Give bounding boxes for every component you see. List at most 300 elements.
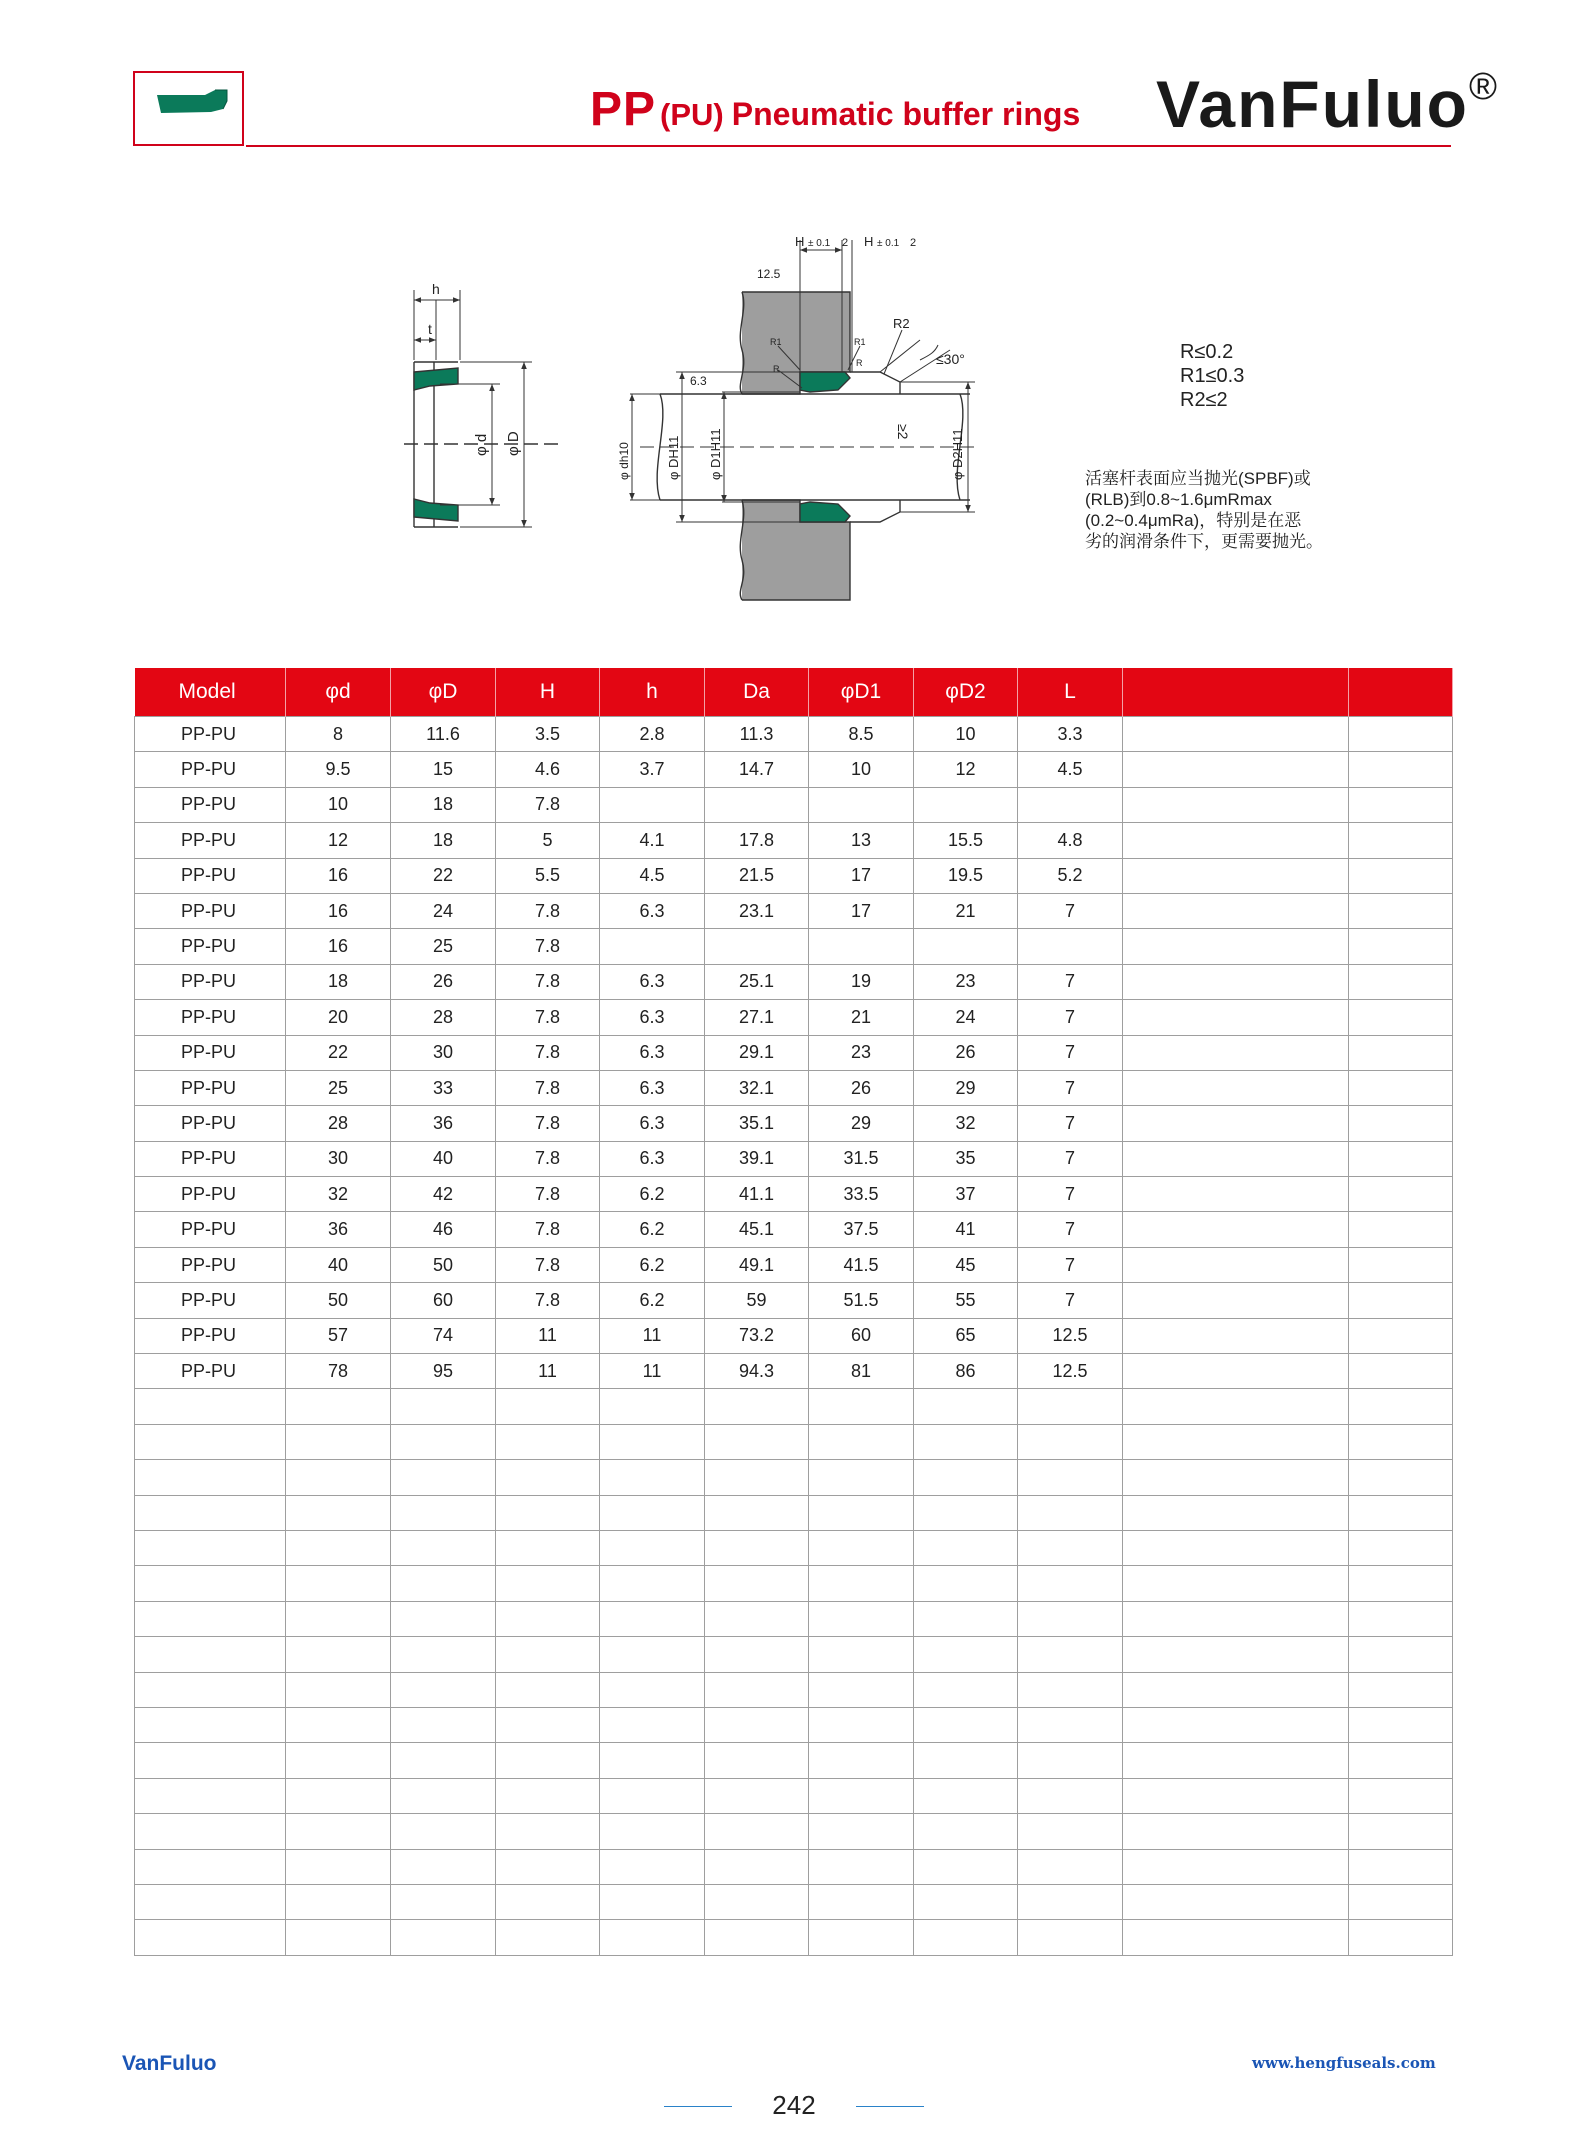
table-row-empty	[135, 1849, 1453, 1884]
footer-website-link[interactable]: www.hengfuseals.com	[1252, 2054, 1436, 2072]
table-cell: PP-PU	[135, 1141, 286, 1176]
table-cell	[1349, 752, 1453, 787]
table-cell: 7.8	[496, 929, 600, 964]
table-cell	[1349, 717, 1453, 752]
table-cell	[1018, 787, 1123, 822]
column-header: h	[600, 668, 705, 717]
table-cell	[914, 1601, 1018, 1636]
table-cell: 33	[391, 1070, 496, 1105]
table-cell	[1018, 1495, 1123, 1530]
note-line: 活塞杆表面应当抛光(SPBF)或	[1085, 469, 1311, 488]
table-cell: PP-PU	[135, 717, 286, 752]
table-cell	[496, 1530, 600, 1565]
table-row	[135, 823, 1453, 858]
table-cell: 4.5	[1018, 752, 1123, 787]
table-cell: 2.8	[600, 717, 705, 752]
table-cell	[286, 1814, 391, 1849]
table-cell	[286, 1672, 391, 1707]
table-row	[135, 787, 1453, 822]
table-cell	[600, 1707, 705, 1742]
table-cell	[600, 1920, 705, 1955]
table-cell	[1018, 1884, 1123, 1919]
radius-r2-label: R2	[893, 316, 910, 331]
dim-H2-tolerance: ± 0.1	[877, 238, 900, 249]
table-cell: 19.5	[914, 858, 1018, 893]
table-cell	[391, 1566, 496, 1601]
table-cell: 40	[286, 1247, 391, 1282]
table-cell: 22	[286, 1035, 391, 1070]
column-header	[1349, 668, 1453, 717]
table-cell: 7.8	[496, 1106, 600, 1141]
table-cell	[1349, 1212, 1453, 1247]
table-cell	[1123, 1778, 1349, 1813]
table-cell: 11.6	[391, 717, 496, 752]
table-cell	[391, 1778, 496, 1813]
table-cell	[391, 1849, 496, 1884]
table-row-empty	[135, 1601, 1453, 1636]
table-row-empty	[135, 1707, 1453, 1742]
chamfer-label: ≥2	[895, 424, 911, 440]
table-cell	[1123, 1920, 1349, 1955]
table-cell: 13	[809, 823, 914, 858]
table-cell	[705, 1566, 809, 1601]
table-cell	[496, 1778, 600, 1813]
table-cell: 45.1	[705, 1212, 809, 1247]
table-cell: 19	[809, 964, 914, 999]
table-cell	[914, 1637, 1018, 1672]
table-cell: 11	[600, 1354, 705, 1389]
table-cell: 7.8	[496, 1000, 600, 1035]
table-cell	[1349, 929, 1453, 964]
table-cell: 60	[391, 1283, 496, 1318]
table-cell	[705, 1424, 809, 1459]
table-cell	[600, 1424, 705, 1459]
table-cell: 32.1	[705, 1070, 809, 1105]
table-cell	[1349, 1566, 1453, 1601]
table-cell: 42	[391, 1177, 496, 1212]
column-header	[1123, 668, 1349, 717]
table-cell	[135, 1495, 286, 1530]
table-cell: 20	[286, 1000, 391, 1035]
table-cell: 30	[391, 1035, 496, 1070]
table-row	[135, 717, 1453, 752]
table-cell: 6.3	[600, 964, 705, 999]
table-cell: 12.5	[1018, 1354, 1123, 1389]
table-cell	[600, 1814, 705, 1849]
table-cell	[1349, 1354, 1453, 1389]
table-cell: 22	[391, 858, 496, 893]
table-cell: 21.5	[705, 858, 809, 893]
table-cell	[1349, 1035, 1453, 1070]
title-pp: PP	[590, 83, 657, 136]
table-cell	[914, 1743, 1018, 1778]
table-cell: 23	[914, 964, 1018, 999]
spec-r1: R1≤0.3	[1180, 365, 1245, 387]
table-cell	[1123, 893, 1349, 928]
table-cell	[809, 1460, 914, 1495]
table-cell	[1018, 1460, 1123, 1495]
table-cell: 3.3	[1018, 717, 1123, 752]
table-cell: 7	[1018, 1177, 1123, 1212]
table-cell	[391, 1495, 496, 1530]
table-row-empty	[135, 1637, 1453, 1672]
table-row	[135, 929, 1453, 964]
note-line: (RLB)到0.8~1.6μmRmax	[1085, 490, 1272, 509]
table-cell	[914, 1849, 1018, 1884]
dim-DH11-label: φ DH11	[666, 435, 681, 480]
table-cell	[600, 1601, 705, 1636]
table-cell	[600, 1743, 705, 1778]
table-cell: 12	[914, 752, 1018, 787]
table-cell: 7.8	[496, 1070, 600, 1105]
table-cell	[135, 1672, 286, 1707]
table-cell	[1123, 858, 1349, 893]
table-cell: 11	[496, 1354, 600, 1389]
table-cell: 7.8	[496, 1247, 600, 1282]
table-cell: 4.8	[1018, 823, 1123, 858]
table-row	[135, 1106, 1453, 1141]
table-cell	[1123, 717, 1349, 752]
table-cell: 28	[391, 1000, 496, 1035]
table-cell: PP-PU	[135, 1106, 286, 1141]
table-cell: 26	[914, 1035, 1018, 1070]
table-cell: 40	[391, 1141, 496, 1176]
table-cell	[914, 929, 1018, 964]
table-row	[135, 1141, 1453, 1176]
table-cell: PP-PU	[135, 1212, 286, 1247]
table-cell: 41.1	[705, 1177, 809, 1212]
table-cell	[1123, 964, 1349, 999]
table-cell	[1349, 1070, 1453, 1105]
table-cell	[705, 1637, 809, 1672]
table-header-row	[135, 668, 1453, 717]
table-row-empty	[135, 1460, 1453, 1495]
table-cell	[1018, 929, 1123, 964]
table-cell: 7.8	[496, 964, 600, 999]
table-row-empty	[135, 1495, 1453, 1530]
table-cell	[135, 1849, 286, 1884]
table-cell: PP-PU	[135, 1318, 286, 1353]
table-cell: 57	[286, 1318, 391, 1353]
table-cell: 39.1	[705, 1141, 809, 1176]
table-cell	[496, 1637, 600, 1672]
table-cell: PP-PU	[135, 752, 286, 787]
table-cell: 86	[914, 1354, 1018, 1389]
table-cell	[1018, 1849, 1123, 1884]
table-cell	[391, 1707, 496, 1742]
column-header: φD1	[809, 668, 914, 717]
table-cell	[1349, 1601, 1453, 1636]
table-cell: 5.2	[1018, 858, 1123, 893]
table-cell: PP-PU	[135, 787, 286, 822]
table-cell	[705, 1884, 809, 1919]
table-cell: 15.5	[914, 823, 1018, 858]
table-cell	[809, 929, 914, 964]
table-cell	[391, 1743, 496, 1778]
dim-D1H11-label: φ D1H11	[708, 428, 723, 480]
table-cell: 59	[705, 1283, 809, 1318]
table-cell	[705, 1743, 809, 1778]
table-cell	[1123, 1000, 1349, 1035]
table-cell: 17.8	[705, 823, 809, 858]
table-cell	[286, 1601, 391, 1636]
surface-finish-note	[1085, 468, 1375, 552]
table-cell: 16	[286, 893, 391, 928]
table-cell	[600, 1566, 705, 1601]
table-cell	[1349, 1495, 1453, 1530]
table-cell	[705, 1707, 809, 1742]
table-cell: PP-PU	[135, 1283, 286, 1318]
table-cell	[135, 1566, 286, 1601]
installation-view	[630, 240, 980, 600]
table-cell	[135, 1707, 286, 1742]
table-cell: PP-PU	[135, 1247, 286, 1282]
table-cell: 24	[914, 1000, 1018, 1035]
table-cell: 37.5	[809, 1212, 914, 1247]
table-cell: 6.3	[600, 1000, 705, 1035]
spec-r: R≤0.2	[1180, 341, 1234, 363]
table-cell	[1123, 1070, 1349, 1105]
table-cell: 35.1	[705, 1106, 809, 1141]
table-cell: PP-PU	[135, 823, 286, 858]
title-pu: (PU)	[660, 97, 724, 132]
table-row	[135, 1177, 1453, 1212]
table-cell	[1349, 1460, 1453, 1495]
table-cell	[809, 1884, 914, 1919]
table-cell: 35	[914, 1141, 1018, 1176]
table-cell	[286, 1743, 391, 1778]
radius-r1-label: R1	[770, 337, 782, 347]
table-row	[135, 858, 1453, 893]
table-cell: PP-PU	[135, 1070, 286, 1105]
table-cell	[286, 1920, 391, 1955]
radius-spec-list	[1180, 340, 1244, 412]
table-cell	[1018, 1778, 1123, 1813]
table-cell	[496, 1849, 600, 1884]
dim-H-tolerance: ± 0.1	[808, 238, 831, 249]
brand-name: VanFuluo	[1156, 67, 1469, 141]
table-cell	[1123, 1106, 1349, 1141]
table-cell	[1123, 1283, 1349, 1318]
dimensions-table	[134, 668, 1453, 1956]
table-cell	[286, 1530, 391, 1565]
table-row	[135, 1354, 1453, 1389]
table-cell	[1349, 1849, 1453, 1884]
table-cell	[1349, 1247, 1453, 1282]
page-number: 242	[772, 2090, 816, 2120]
dim-H-label: H	[795, 234, 805, 249]
table-cell	[1018, 1814, 1123, 1849]
table-cell	[809, 787, 914, 822]
table-cell: 6.2	[600, 1177, 705, 1212]
table-cell	[1018, 1707, 1123, 1742]
table-cell	[1349, 1884, 1453, 1919]
table-cell	[496, 1672, 600, 1707]
table-cell	[391, 1672, 496, 1707]
table-row-empty	[135, 1778, 1453, 1813]
table-cell	[1123, 1141, 1349, 1176]
column-header: Da	[705, 668, 809, 717]
table-cell	[1123, 1354, 1349, 1389]
column-header: φd	[286, 668, 391, 717]
table-cell: 51.5	[809, 1283, 914, 1318]
table-cell: 6.3	[600, 893, 705, 928]
table-cell: 11	[600, 1318, 705, 1353]
table-cell	[1123, 1814, 1349, 1849]
table-cell: 4.1	[600, 823, 705, 858]
table-cell	[914, 1495, 1018, 1530]
table-cell	[1018, 1672, 1123, 1707]
table-cell: 6.2	[600, 1247, 705, 1282]
table-cell	[809, 1424, 914, 1459]
table-cell: PP-PU	[135, 1354, 286, 1389]
column-header: Model	[135, 668, 286, 717]
table-cell: 28	[286, 1106, 391, 1141]
dim-d-label: φ d	[473, 433, 490, 456]
table-cell	[809, 1601, 914, 1636]
table-cell	[1123, 1495, 1349, 1530]
table-cell	[914, 1424, 1018, 1459]
table-cell: 33.5	[809, 1177, 914, 1212]
table-cell: 3.5	[496, 717, 600, 752]
table-cell	[391, 1389, 496, 1424]
table-row-empty	[135, 1814, 1453, 1849]
table-cell	[914, 1884, 1018, 1919]
table-cell: PP-PU	[135, 1000, 286, 1035]
table-cell	[809, 1743, 914, 1778]
footer-brand: VanFuluo	[122, 2052, 217, 2075]
dim-H2-label: H	[864, 234, 874, 249]
table-cell	[809, 1530, 914, 1565]
table-row-empty	[135, 1389, 1453, 1424]
table-cell	[496, 1884, 600, 1919]
radius-r1-label-b: R1	[854, 337, 866, 347]
table-cell	[286, 1566, 391, 1601]
note-line: (0.2~0.4μmRa)，特别是在恶	[1085, 511, 1302, 530]
table-cell	[809, 1920, 914, 1955]
table-cell	[914, 1920, 1018, 1955]
dim-dh10-label: φ dh10	[617, 442, 631, 480]
table-cell	[1349, 1920, 1453, 1955]
table-cell: 7.8	[496, 1141, 600, 1176]
table-cell: 81	[809, 1354, 914, 1389]
table-cell	[1349, 1707, 1453, 1742]
table-row-empty	[135, 1884, 1453, 1919]
table-cell: 25	[286, 1070, 391, 1105]
table-cell: 7.8	[496, 1212, 600, 1247]
table-cell: 18	[391, 823, 496, 858]
table-cell: 7	[1018, 964, 1123, 999]
table-cell	[496, 1495, 600, 1530]
dim-t-label: t	[428, 321, 432, 337]
column-header: φD2	[914, 668, 1018, 717]
roughness-6-3: 6.3	[690, 374, 707, 388]
table-cell: 25.1	[705, 964, 809, 999]
dim-D2H11-label: φ D2H11	[950, 428, 965, 480]
table-cell	[1123, 929, 1349, 964]
table-row	[135, 1283, 1453, 1318]
table-cell	[1123, 1318, 1349, 1353]
table-cell	[914, 1566, 1018, 1601]
table-cell: 78	[286, 1354, 391, 1389]
table-cell	[1349, 787, 1453, 822]
table-cell	[809, 1495, 914, 1530]
table-cell	[705, 1814, 809, 1849]
table-cell	[135, 1814, 286, 1849]
table-cell	[600, 1778, 705, 1813]
table-cell	[496, 1601, 600, 1636]
table-cell: 9.5	[286, 752, 391, 787]
table-cell: 32	[286, 1177, 391, 1212]
table-cell	[1018, 1601, 1123, 1636]
table-cell	[286, 1884, 391, 1919]
table-cell	[286, 1389, 391, 1424]
table-cell	[705, 929, 809, 964]
table-cell	[1123, 1637, 1349, 1672]
table-cell	[1349, 1000, 1453, 1035]
table-row	[135, 1035, 1453, 1070]
table-cell: 29.1	[705, 1035, 809, 1070]
table-cell	[1123, 1672, 1349, 1707]
table-cell	[286, 1778, 391, 1813]
table-cell	[914, 1672, 1018, 1707]
table-cell	[1123, 1884, 1349, 1919]
table-cell	[1123, 1849, 1349, 1884]
table-cell: 32	[914, 1106, 1018, 1141]
table-cell: 95	[391, 1354, 496, 1389]
table-cell	[600, 1389, 705, 1424]
table-cell: 7	[1018, 1141, 1123, 1176]
dim-two-label-b: 2	[910, 237, 917, 249]
column-header: L	[1018, 668, 1123, 717]
table-cell	[1018, 1920, 1123, 1955]
table-row-empty	[135, 1672, 1453, 1707]
table-cell	[1018, 1424, 1123, 1459]
table-row	[135, 964, 1453, 999]
table-cell	[135, 1920, 286, 1955]
table-cell: 7.8	[496, 787, 600, 822]
table-cell: 36	[391, 1106, 496, 1141]
table-cell: 10	[286, 787, 391, 822]
table-cell: 7	[1018, 1106, 1123, 1141]
table-cell	[135, 1637, 286, 1672]
table-cell	[705, 1778, 809, 1813]
table-cell: 65	[914, 1318, 1018, 1353]
table-cell	[496, 1460, 600, 1495]
table-cell	[1349, 1389, 1453, 1424]
table-row-empty	[135, 1920, 1453, 1955]
table-cell: 3.7	[600, 752, 705, 787]
table-cell: 6.2	[600, 1212, 705, 1247]
table-cell	[914, 1778, 1018, 1813]
table-cell	[286, 1849, 391, 1884]
table-cell	[600, 1672, 705, 1707]
table-cell	[135, 1530, 286, 1565]
table-cell: 6.3	[600, 1035, 705, 1070]
table-cell: 29	[809, 1106, 914, 1141]
table-cell	[914, 1530, 1018, 1565]
table-row	[135, 1212, 1453, 1247]
table-cell	[1349, 1318, 1453, 1353]
table-cell	[496, 1707, 600, 1742]
table-cell	[914, 1460, 1018, 1495]
table-cell	[496, 1389, 600, 1424]
dim-h-label: h	[432, 281, 440, 297]
column-header: H	[496, 668, 600, 717]
table-cell: 7	[1018, 1035, 1123, 1070]
table-cell	[1018, 1566, 1123, 1601]
table-cell: 50	[286, 1283, 391, 1318]
